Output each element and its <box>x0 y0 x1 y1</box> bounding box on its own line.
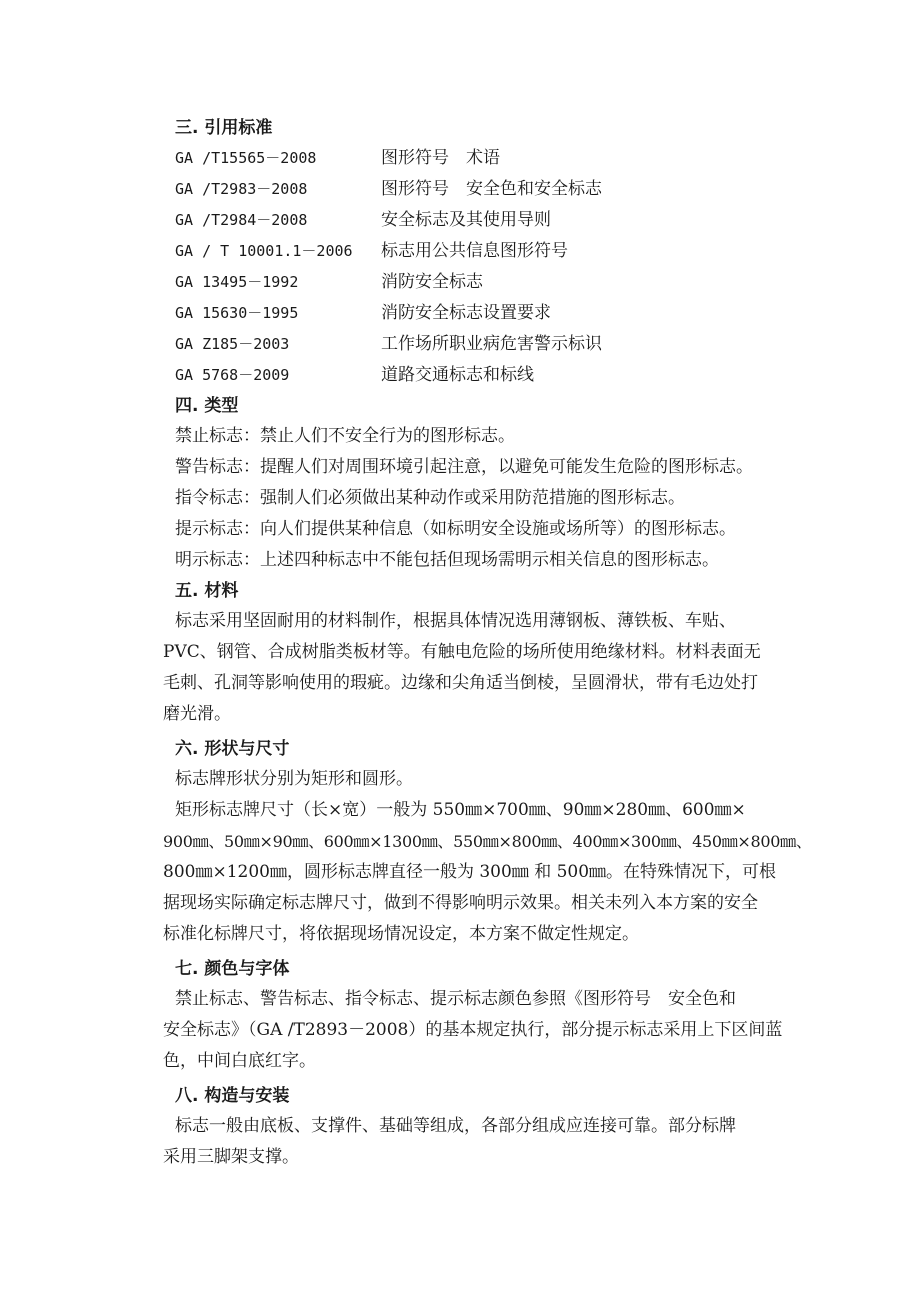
section-heading: 四. 类型 <box>175 396 239 416</box>
standard-row <box>175 174 795 205</box>
section-heading: 八. 构造与安装 <box>175 1086 290 1106</box>
paragraph-line: 据现场实际确定标志牌尺寸，做到不得影响明示效果。相关未列入本方案的安全 <box>163 893 758 913</box>
paragraph-line: 毛刺、孔洞等影响使用的瑕疵。边缘和尖角适当倒棱，呈圆滑状，带有毛边处打 <box>163 673 758 693</box>
paragraph-line: 标志采用坚固耐用的材料制作，根据具体情况选用薄钢板、薄铁板、车贴、 <box>175 611 736 631</box>
paragraph-line: 安全标志》（GA /T2893－2008）的基本规定执行，部分提示标志采用上下区间蓝 <box>163 1020 783 1040</box>
standard-name: 道路交通标志和标线 <box>381 365 534 385</box>
standard-code: GA 5768－2009 <box>175 366 290 384</box>
standard-name: 图形符号 术语 <box>381 148 500 168</box>
standard-row <box>175 267 795 298</box>
standard-row <box>175 329 795 360</box>
document-page <box>163 113 812 1173</box>
standard-code: GA /T15565－2008 <box>175 149 317 167</box>
standard-row <box>175 298 795 329</box>
paragraph-line: 禁止标志、警告标志、指令标志、提示标志颜色参照《图形符号 安全色和 <box>175 989 736 1009</box>
standard-name: 消防安全标志 <box>381 272 483 292</box>
list-item: 提示标志：向人们提供某种信息（如标明安全设施或场所等）的图形标志。 <box>175 519 736 539</box>
paragraph-line: 900㎜、50㎜×90㎜、600㎜×1300㎜、550㎜×800㎜、400㎜×300㎜、450㎜×800㎜、 <box>163 832 812 851</box>
section-construction-installation <box>163 1081 795 1173</box>
standard-code: GA Z185－2003 <box>175 335 290 353</box>
standard-row <box>175 205 795 236</box>
list-item: 禁止标志：禁止人们不安全行为的图形标志。 <box>175 426 515 446</box>
section-heading: 三. 引用标准 <box>175 118 273 138</box>
paragraph-line: 矩形标志牌尺寸（长×宽）一般为 550㎜×700㎜、90㎜×280㎜、600㎜× <box>175 800 746 820</box>
standard-code: GA /T2984－2008 <box>175 211 308 229</box>
section-color-font <box>163 954 795 1077</box>
standard-name: 工作场所职业病危害警示标识 <box>381 334 602 354</box>
section-heading: 六. 形状与尺寸 <box>175 739 290 759</box>
paragraph-line: 色，中间白底红字。 <box>163 1051 316 1071</box>
paragraph-line: 标准化标牌尺寸，将依据现场情况设定，本方案不做定性规定。 <box>163 924 639 944</box>
paragraph-line: PVC、钢管、合成树脂类板材等。有触电危险的场所使用绝缘材料。材料表面无 <box>163 642 761 662</box>
standard-name: 消防安全标志设置要求 <box>381 303 551 323</box>
list-item: 明示标志：上述四种标志中不能包括但现场需明示相关信息的图形标志。 <box>175 550 719 570</box>
standard-row <box>175 143 795 174</box>
section-heading: 五. 材料 <box>175 581 239 601</box>
standard-name: 图形符号 安全色和安全标志 <box>381 179 602 199</box>
standard-code: GA 15630－1995 <box>175 304 299 322</box>
standard-name: 标志用公共信息图形符号 <box>381 241 568 261</box>
standard-row <box>175 360 795 391</box>
section-shape-size <box>163 734 812 950</box>
paragraph-line: 标志一般由底板、支撑件、基础等组成，各部分组成应连接可靠。部分标牌 <box>175 1116 736 1136</box>
section-types <box>175 391 795 576</box>
standard-code: GA 13495－1992 <box>175 273 299 291</box>
list-item: 指令标志：强制人们必须做出某种动作或采用防范措施的图形标志。 <box>175 488 685 508</box>
paragraph-line: 标志牌形状分别为矩形和圆形。 <box>175 769 413 789</box>
paragraph-line: 磨光滑。 <box>163 704 231 724</box>
standard-name: 安全标志及其使用导则 <box>381 210 551 230</box>
paragraph-line: 800㎜×1200㎜，圆形标志牌直径一般为 300㎜ 和 500㎜。在特殊情况下，可根 <box>163 862 777 882</box>
section-materials <box>163 576 795 730</box>
standards-list <box>175 143 795 391</box>
standard-code: GA / T 10001.1－2006 <box>175 242 353 260</box>
section-referenced-standards <box>175 113 795 391</box>
standard-code: GA /T2983－2008 <box>175 180 308 198</box>
section-heading: 七. 颜色与字体 <box>175 959 290 979</box>
list-item: 警告标志：提醒人们对周围环境引起注意，以避免可能发生危险的图形标志。 <box>175 457 753 477</box>
standard-row <box>175 236 795 267</box>
paragraph-line: 采用三脚架支撑。 <box>163 1147 299 1167</box>
